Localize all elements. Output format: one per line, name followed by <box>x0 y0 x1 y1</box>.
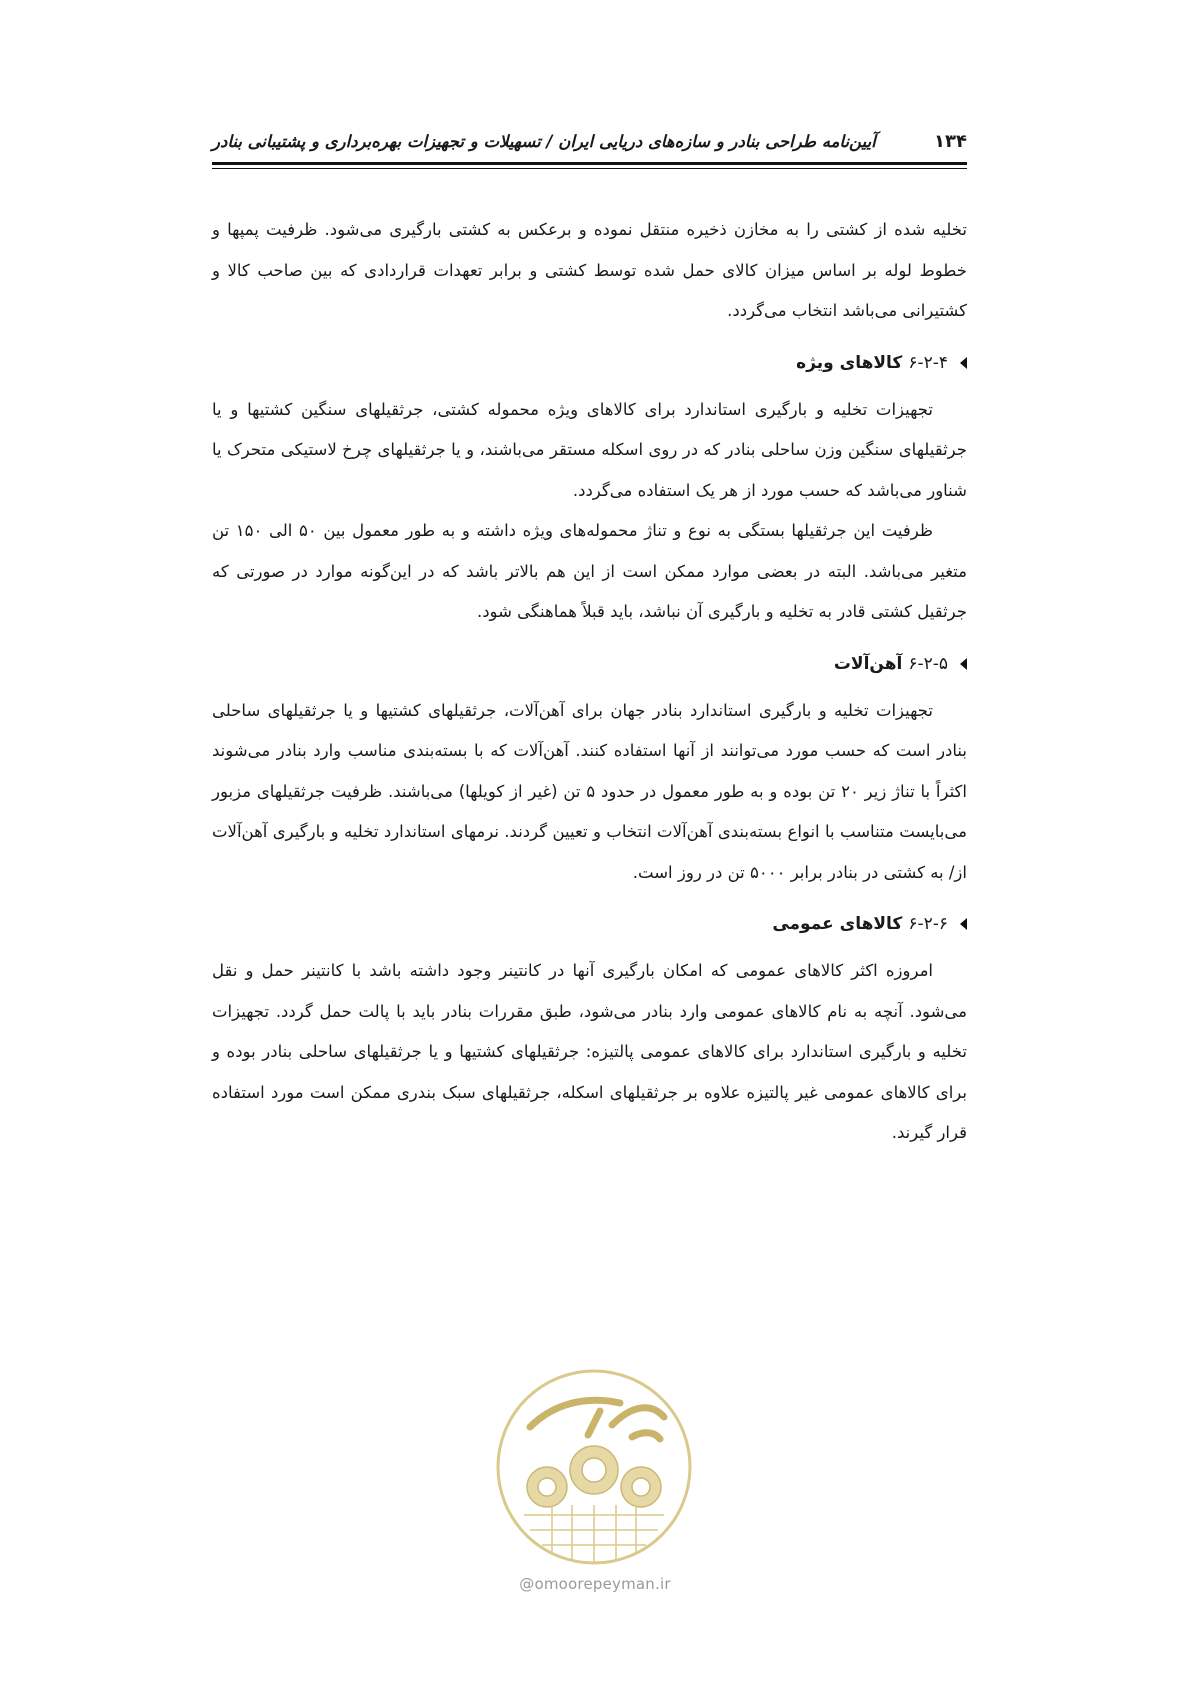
section-heading <box>212 348 967 378</box>
intro-paragraph: تخلیه شده از کشتی را به مخازن ذخیره منتقل نموده و برعکس به کشتی بارگیری می‌شود. ظرفیت پمپها و خطوط لوله بر اساس میزان کالای حمل شده توسط کشتی و برابر تعهدات قراردادی که بین صاحب کالا و کشتیرانی می‌باشد انتخاب می‌گردد. <box>212 220 967 320</box>
section-number: ۶-۲-۴ <box>908 352 948 373</box>
triangle-bullet-icon <box>960 658 967 670</box>
header-rule-thin <box>212 168 967 169</box>
triangle-bullet-icon <box>960 357 967 369</box>
header-rule-thick <box>212 162 967 165</box>
page-body <box>212 210 967 1154</box>
running-title: آیین‌نامه طراحی بنادر و سازه‌های دریایی ایران / تسهیلات و تجهیزات بهره‌برداری و پشتیبانی بنادر <box>212 131 876 151</box>
section-heading <box>212 909 967 939</box>
section-number: ۶-۲-۶ <box>908 914 948 934</box>
body-paragraph: تجهیزات تخلیه و بارگیری استاندارد بنادر جهان برای آهن‌آلات، جرثقیلهای کشتیها و یا جرثقیلهای ساحلی بنادر است که حسب مورد می‌توانند از آنها استفاده کنند. آهن‌آلات که با بسته‌بندی مناسب وارد بنادر می‌شوند اکثراً با تناژ زیر ۲۰ تن بوده و به طور معمول در حدود ۵ تن (غیر از کویلها) می‌باشند. ظرفیت جرثقیلهای مزبور می‌بایست متناسب با انواع بسته‌بندی آهن‌آلات انتخاب و تعیین گردند. نرمهای استاندارد تخلیه و بارگیری آهن‌آلات از/ به کشتی در بنادر برابر ۵۰۰۰ تن در روز است. <box>212 700 967 882</box>
page-number: ۱۳۴ <box>934 130 967 152</box>
watermark-url: @omoorepeyman.ir <box>519 1575 671 1593</box>
section-special-cargo <box>212 348 967 633</box>
page-header <box>212 126 967 156</box>
section-title: کالاهای عمومی <box>772 914 903 934</box>
triangle-bullet-icon <box>960 918 967 930</box>
body-paragraph: تجهیزات تخلیه و بارگیری استاندارد برای کالاهای ویژه محموله کشتی، جرثقیلهای سنگین کشتیها و یا جرثقیلهای سنگین وزن ساحلی بنادر که در روی اسکله مستقر می‌باشند، و یا جرثقیلهای چرخ لاستیکی متحرک یا شناور می‌باشد که حسب مورد از هر یک استفاده می‌گردد. <box>212 399 967 500</box>
omoorepeyman-logo-icon <box>492 1365 697 1570</box>
section-general-cargo <box>212 909 967 1154</box>
section-title: کالاهای ویژه <box>796 352 903 373</box>
body-paragraph: ظرفیت این جرثقیلها بستگی به نوع و تناژ محموله‌های ویژه داشته و به طور معمول بین ۵۰ الی ۱۵۰ تن متغیر می‌باشد. البته در بعضی موارد ممکن است از این هم بالاتر باشد که در این‌گونه موارد در صورتی که جرثقیل کشتی قادر به تخلیه و بارگیری آن نباشد، باید قبلاً هماهنگی شود. <box>212 521 967 621</box>
section-title: آهن‌آلات <box>833 653 903 674</box>
watermark-logo <box>492 1365 697 1570</box>
body-paragraph: امروزه اکثر کالاهای عمومی که امکان بارگیری آنها در کانتینر وجود داشته باشد با کانتینر حمل و نقل می‌شود. آنچه به نام کالاهای عمومی وارد بنادر می‌شود، طبق مقررات بنادر باید با پالت حمل گردد. تجهیزات تخلیه و بارگیری استاندارد برای کالاهای عمومی پالتیزه: جرثقیلهای کشتیها و یا جرثقیلهای ساحلی بنادر بوده و برای کالاهای عمومی غیر پالتیزه علاوه بر جرثقیلهای اسکله، جرثقیلهای سبک بندری ممکن است مورد استفاده قرار گیرند. <box>212 961 967 1142</box>
section-number: ۶-۲-۵ <box>908 653 948 674</box>
section-iron-goods <box>212 649 967 894</box>
section-heading <box>212 649 967 679</box>
